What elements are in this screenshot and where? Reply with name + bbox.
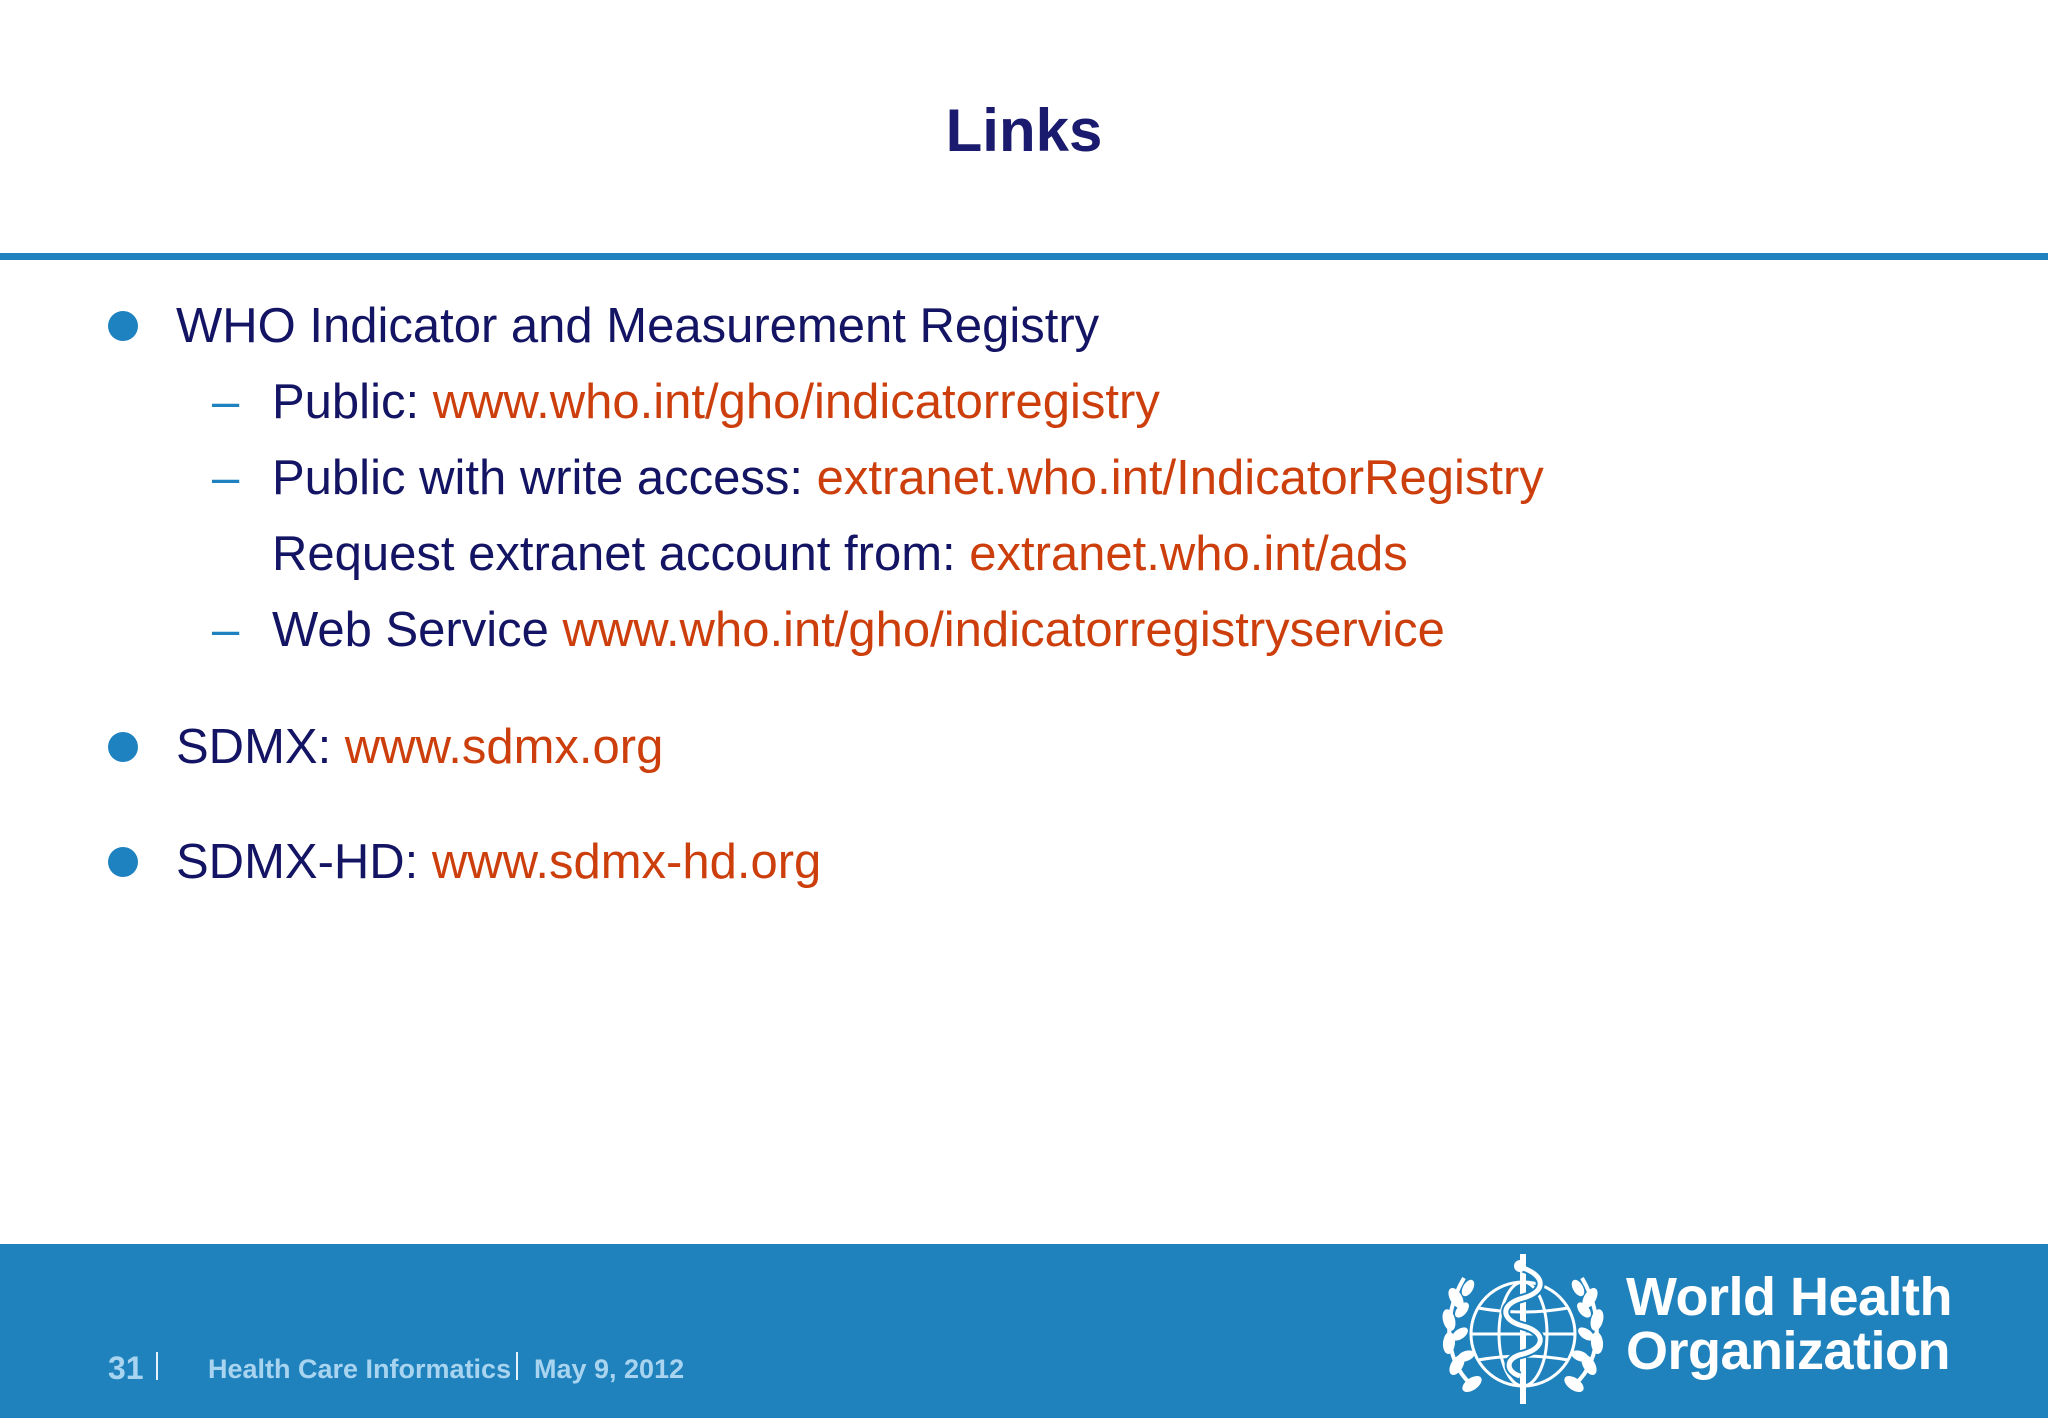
footer-separator — [156, 1352, 158, 1380]
subitem-content — [272, 448, 1544, 508]
dash-icon: – — [212, 451, 240, 505]
subitem-label: Public: — [272, 375, 433, 429]
subitem-content — [272, 524, 1408, 584]
bullet-label: SDMX-HD: — [176, 835, 432, 889]
bullet-dot-icon — [108, 732, 138, 762]
dash-icon: – — [212, 375, 240, 429]
footer-separator — [516, 1352, 518, 1380]
link-extranet-indicatorregistry[interactable]: extranet.who.int/IndicatorRegistry — [816, 451, 1544, 505]
bullet-text — [176, 832, 821, 892]
subitem-label: Public with write access: — [272, 451, 817, 505]
who-emblem-icon — [1436, 1248, 1610, 1410]
wordmark-line1: World Health — [1626, 1267, 1953, 1327]
bullet-dot-icon — [108, 847, 138, 877]
who-wordmark — [1626, 1267, 1953, 1381]
footer-date: May 9, 2012 — [534, 1354, 685, 1384]
slide-title: Links — [945, 97, 1103, 164]
link-extranet-ads[interactable]: extranet.who.int/ads — [969, 527, 1408, 581]
bullet-text — [176, 717, 663, 777]
bullet-dot-icon — [108, 311, 138, 341]
subitem-content — [272, 600, 1445, 660]
who-logo — [1436, 1248, 1996, 1410]
footer-course: Health Care Informatics — [208, 1354, 512, 1384]
link-indicatorregistry[interactable]: www.who.int/gho/indicatorregistry — [432, 375, 1160, 429]
link-sdmx-hd[interactable]: www.sdmx-hd.org — [431, 835, 822, 889]
link-indicatorregistryservice[interactable]: www.who.int/gho/indicatorregistryservice — [562, 603, 1445, 657]
subitem-label: Request extranet account from: — [272, 527, 970, 581]
bullet-label: SDMX: — [176, 720, 345, 774]
subitem-label: Web Service — [272, 603, 563, 657]
subitem-content — [272, 372, 1160, 432]
link-sdmx[interactable]: www.sdmx.org — [344, 720, 664, 774]
bullet-text: WHO Indicator and Measurement Registry — [176, 299, 1100, 353]
wordmark-line2: Organization — [1626, 1321, 1951, 1381]
dash-icon: – — [212, 603, 240, 657]
title-divider — [0, 253, 2048, 260]
page-number: 31 — [108, 1350, 144, 1386]
